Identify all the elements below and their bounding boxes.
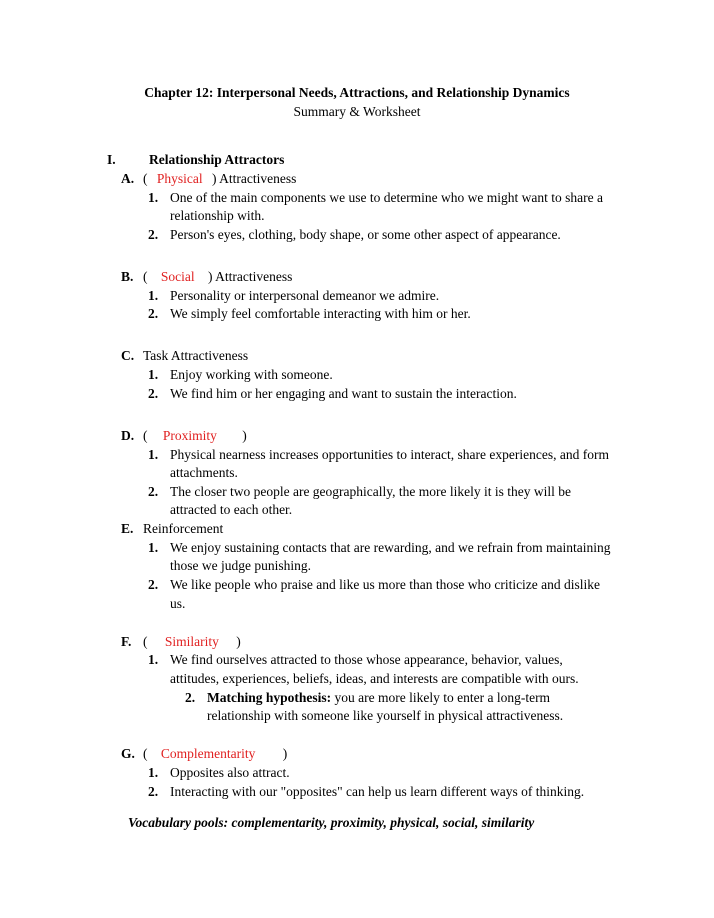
item-letter: G. [121,746,135,761]
item-a-heading: A. ( Physical ) Attractiveness [121,171,297,186]
list-item: 2. We find him or her engaging and want to sustain the interaction. [148,386,517,401]
list-item: 1. We find ourselves attracted to those whose appearance, behavior, values, [148,652,563,667]
vocabulary-pool: Vocabulary pools: complementarity, proximity, physical, social, similarity [128,815,535,830]
answer-social: Social [160,269,195,284]
list-item: 2. We like people who praise and like us more than those who criticize and dislike [148,577,601,592]
list-item: 1. Opposites also attract. [148,765,290,780]
item-f-heading: F. ( Similarity ) [121,634,241,649]
list-item: 2. Person's eyes, clothing, body shape, or some other aspect of appearance. [148,227,561,242]
matching-hypothesis-term: Matching hypothesis: [207,690,332,705]
list-item: 2. The closer two people are geographically, the more likely it is they will be [148,484,571,499]
list-item-continued: us. [170,596,186,611]
list-item-continued: those we judge punishing. [170,558,311,573]
answer-similarity: Similarity [164,634,219,649]
list-item: 2. Matching hypothesis: you are more likely to enter a long-term [185,690,551,705]
list-item: 1. One of the main components we use to determine who we might want to share a [148,190,604,205]
list-item-continued: attachments. [170,465,238,480]
item-letter: D. [121,428,135,443]
list-item: 1. Enjoy working with someone. [148,367,333,382]
item-d-heading: D. ( Proximity ) [121,428,247,443]
list-item-continued: relationship with someone like yourself in physical attractiveness. [207,708,564,723]
item-g-heading: G. ( Complementarity ) [121,746,288,761]
section-heading: Relationship Attractors [149,152,285,167]
list-item: 1. Personality or interpersonal demeanor we admire. [148,288,440,303]
item-e-heading: E. Reinforcement [121,521,224,536]
list-item: 1. We enjoy sustaining contacts that are rewarding, and we refrain from maintaining [148,540,611,555]
list-item-continued: attitudes, experiences, beliefs, ideas, and interests are compatible with ours. [170,671,579,686]
page-subtitle: Summary & Worksheet [293,104,421,119]
item-letter: F. [121,634,132,649]
item-c-heading: C. Task Attractiveness [121,348,249,363]
item-letter: E. [121,521,134,536]
list-item: 2. Interacting with our "opposites" can help us learn different ways of thinking. [148,784,585,799]
list-item-continued: relationship with. [170,208,265,223]
answer-complementarity: Complementarity [160,746,256,761]
list-item: 2. We simply feel comfortable interacting with him or her. [148,306,471,321]
answer-proximity: Proximity [162,428,217,443]
item-letter: A. [121,171,135,186]
list-item: 1. Physical nearness increases opportunities to interact, share experiences, and form [148,447,609,462]
item-letter: B. [121,269,134,284]
item-b-heading: B. ( Social ) Attractiveness [121,269,293,284]
section-numeral: I. [107,152,116,167]
answer-physical: Physical [156,171,203,186]
list-item-continued: attracted to each other. [170,502,293,517]
item-letter: C. [121,348,135,363]
page-title: Chapter 12: Interpersonal Needs, Attractions, and Relationship Dynamics [144,85,570,100]
